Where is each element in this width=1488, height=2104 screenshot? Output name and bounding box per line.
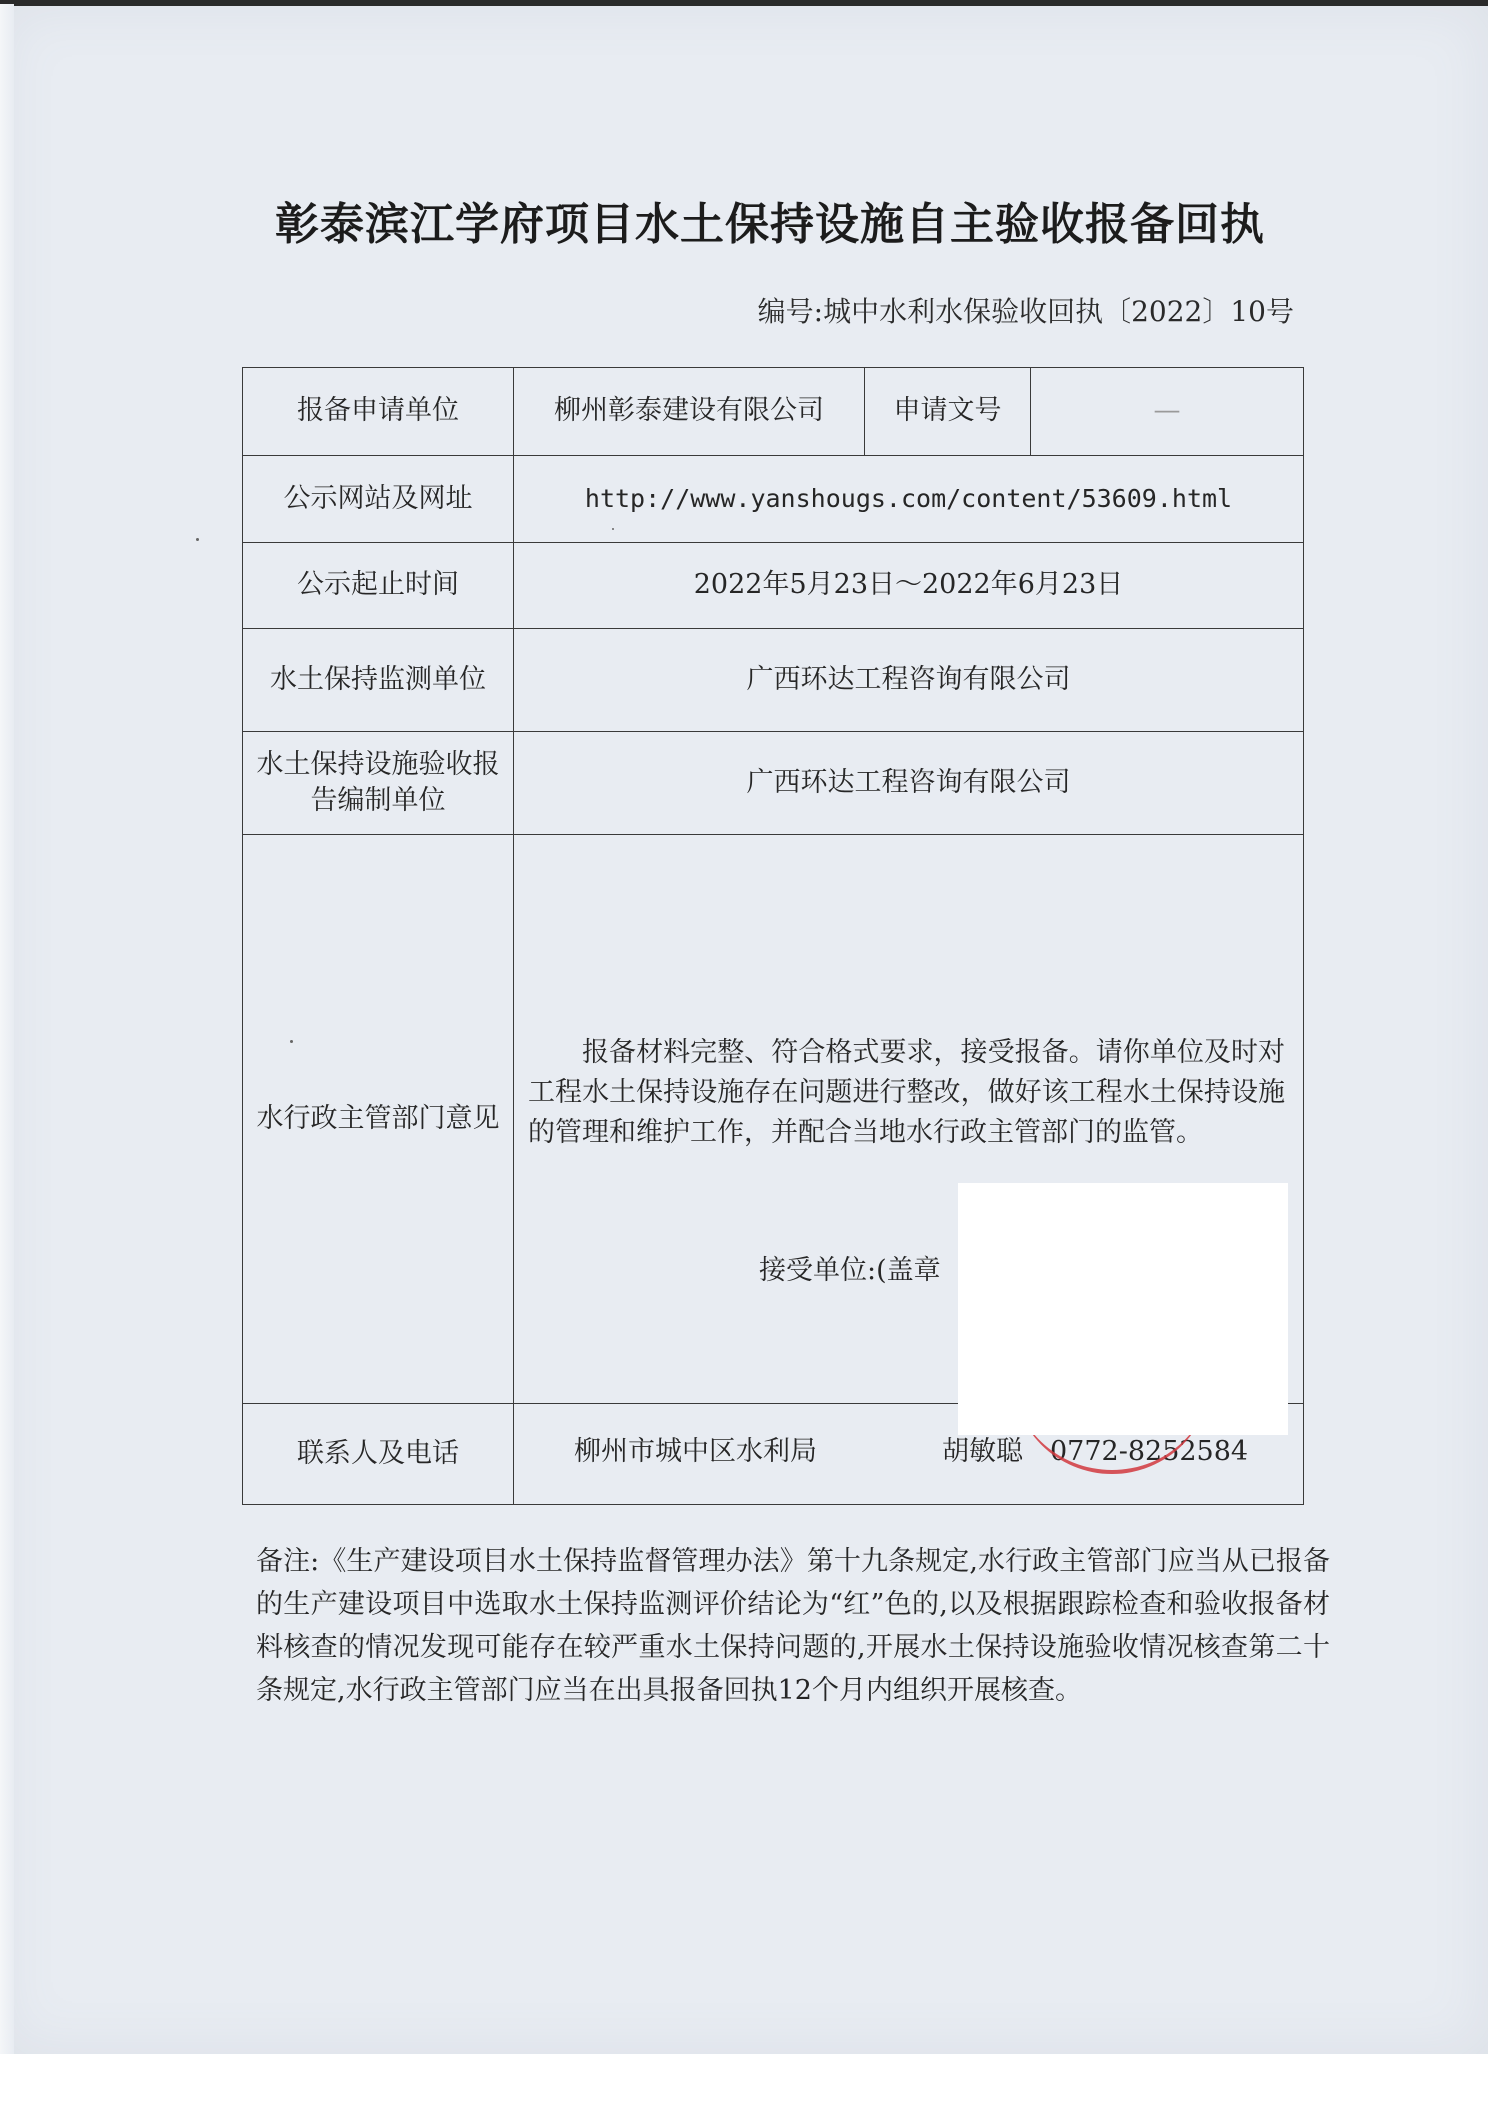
contact-label: 联系人及电话 [243,1404,514,1505]
redaction-box [958,1183,1288,1435]
contact-person: 胡敏聪 0772-8252584 [942,1436,1249,1467]
table-row [243,456,1304,543]
document-title: 彰泰滨江学府项目水土保持设施自主验收报备回执 [275,199,1265,250]
monitor-value: 广西环达工程咨询有限公司 [514,629,1304,732]
opinion-label: 水行政主管部门意见 [243,835,514,1404]
applicant-value: 柳州彰泰建设有限公司 [514,368,865,456]
scan-top-edge [0,0,1488,6]
scan-speck [290,1040,293,1043]
applicant-label: 报备申请单位 [243,368,514,456]
scan-speck [196,538,199,541]
opinion-text: 报备材料完整、符合格式要求，接受报备。请你单位及时对工程水土保持设施存在问题进行整改，做好该工程水土保持设施的管理和维护工作，并配合当地水行政主管部门的监管。 [528,1037,1285,1148]
table-row [243,732,1304,835]
stamp-label: 接受单位:(盖章 [759,1255,941,1286]
report-unit-value: 广西环达工程咨询有限公司 [514,732,1304,835]
scan-speck [612,528,614,530]
website-value: http://www.yanshougs.com/content/53609.html [514,456,1304,543]
report-unit-label: 水土保持设施验收报告编制单位 [243,732,514,835]
period-value: 2022年5月23日～2022年6月23日 [514,543,1304,629]
footnote: 备注:《生产建设项目水土保持监督管理办法》第十九条规定,水行政主管部门应当从已报备的生产建设项目中选取水土保持监测评价结论为“红”色的,以及根据跟踪检查和验收报备材料核查的情况发现可能存在较严重水土保持问题的,开展水土保持设施验收情况核查第二十条规定,水行政主管部门应当在出具报备回执12个月内组织开展核查。 [256,1546,1330,1706]
website-label: 公示网站及网址 [243,456,514,543]
table-row [243,629,1304,732]
application-no-value: — [1031,368,1304,456]
paper-left-edge [0,4,14,2054]
period-label: 公示起止时间 [243,543,514,629]
application-no-label: 申请文号 [865,368,1031,456]
document-number: 编号:城中水利水保验收回执〔2022〕10号 [757,295,1294,328]
contact-org: 柳州市城中区水利局 [574,1436,817,1467]
table-row [243,543,1304,629]
monitor-label: 水土保持监测单位 [243,629,514,732]
table-row [243,368,1304,456]
